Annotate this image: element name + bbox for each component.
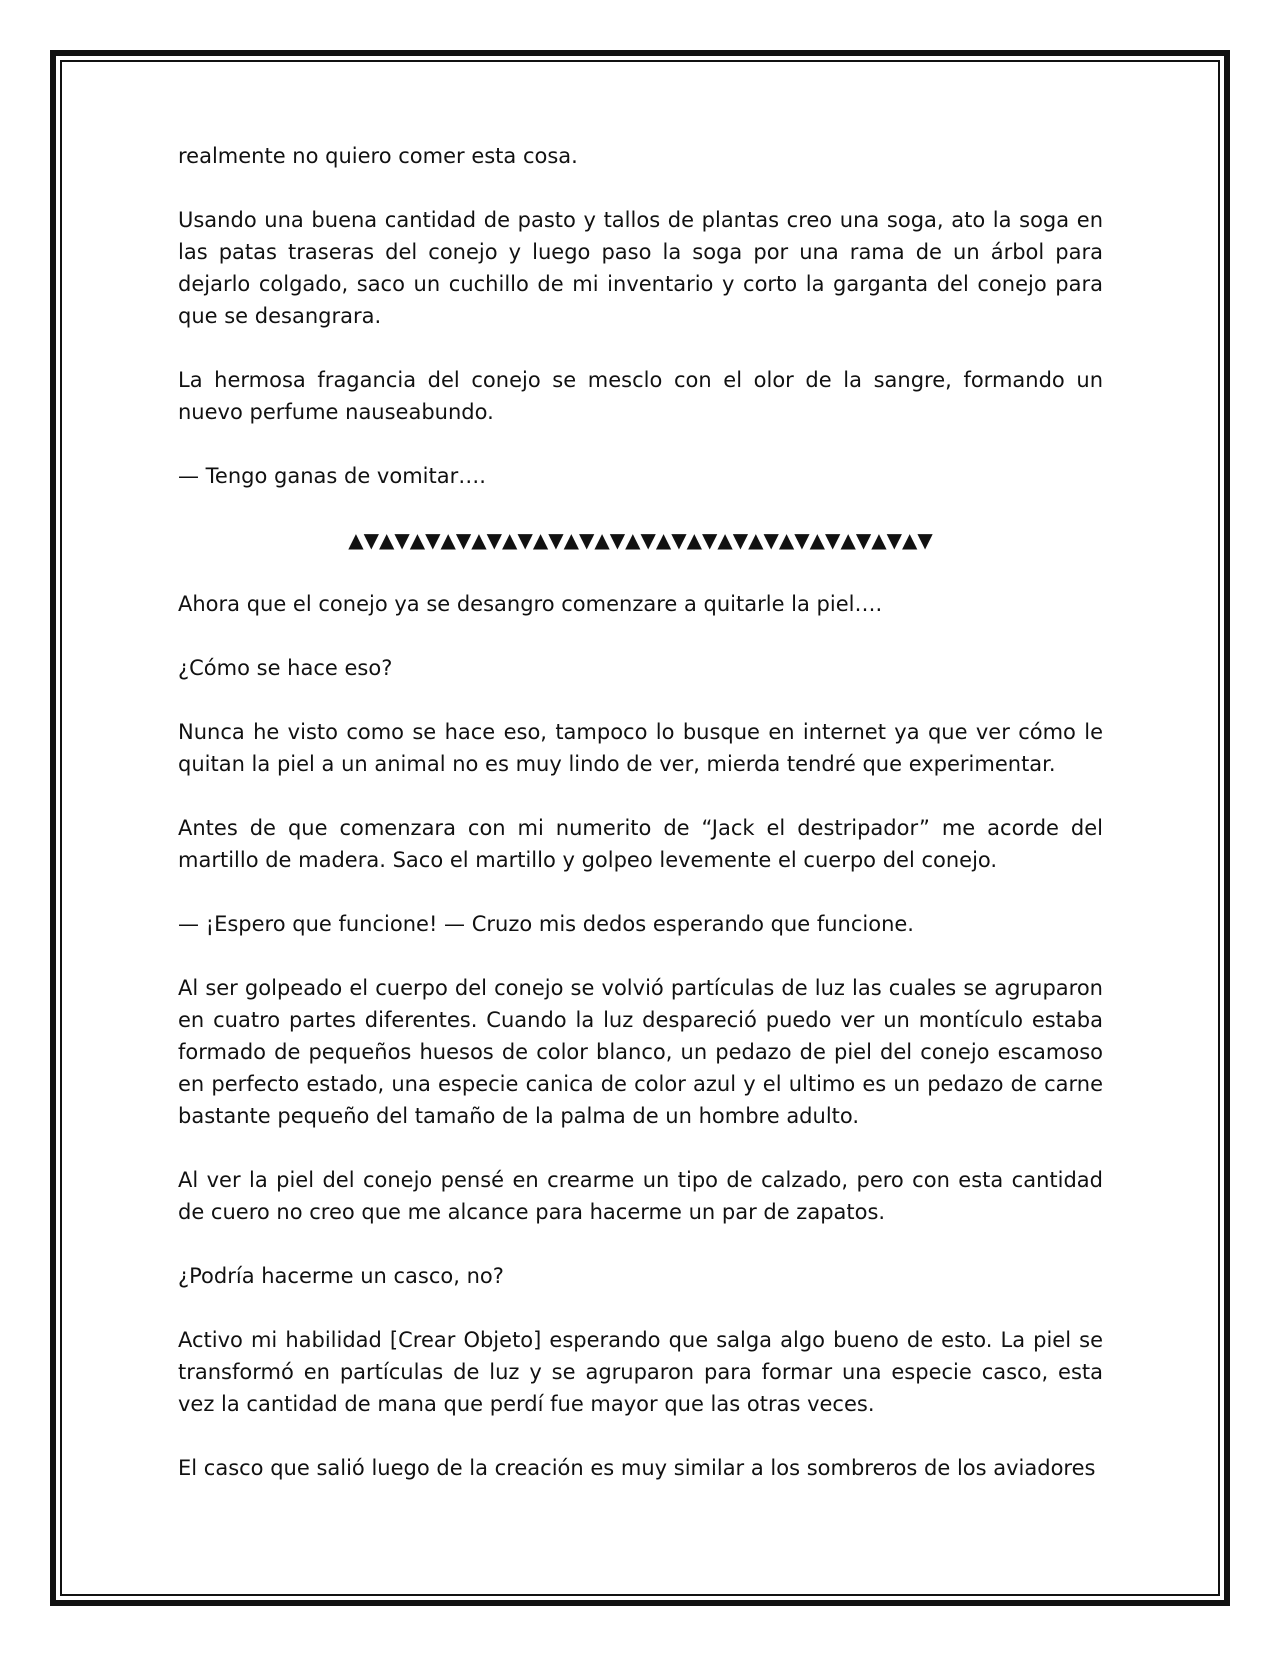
- paragraph: ¿Podría hacerme un casco, no?: [178, 1264, 504, 1288]
- paragraph: Al ver la piel del conejo pensé en crearme un tipo de calzado, pero con esta cantidad de cuero no creo que me alcance para hacerme un par de zapatos.: [178, 1168, 1103, 1224]
- dialogue-line: — ¡Espero que funcione! — Cruzo mis dedos esperando que funcione.: [178, 912, 914, 936]
- paragraph: Al ser golpeado el cuerpo del conejo se volvió partículas de luz las cuales se agruparon en cuatro partes diferentes. Cuando la luz despareció puedo ver un montículo estaba formado de pequeños huesos de color blanco, un pedazo de piel del conejo escamoso en perfecto estado, una especie canica de color azul y el ultimo es un pedazo de carne bastante pequeño del tamaño de la palma de un hombre adulto.: [178, 976, 1103, 1128]
- paragraph: El casco que salió luego de la creación es muy similar a los sombreros de los aviadores: [178, 1456, 1096, 1480]
- paragraph: Antes de que comenzara con mi numerito de “Jack el destripador” me acorde del martillo de madera. Saco el martillo y golpeo levemente el cuerpo del conejo.: [178, 816, 1103, 872]
- paragraph: Usando una buena cantidad de pasto y tallos de plantas creo una soga, ato la soga en las patas traseras del conejo y luego paso la soga por una rama de un árbol para dejarlo colgado, saco un cuchillo de mi inventario y corto la garganta del conejo para que se desangrara.: [178, 208, 1103, 328]
- paragraph: Ahora que el conejo ya se desangro comenzare a quitarle la piel….: [178, 592, 883, 616]
- section-separator: ▲▼▲▼▲▼▲▼▲▼▲▼▲▼▲▼▲▼▲▼▲▼▲▼▲▼▲▼▲▼▲▼▲▼▲▼▲▼: [348, 528, 933, 552]
- paragraph: Nunca he visto como se hace eso, tampoco lo busque en internet ya que ver cómo le quitan la piel a un animal no es muy lindo de ver, mierda tendré que experimentar.: [178, 720, 1103, 776]
- paragraph: La hermosa fragancia del conejo se mesclo con el olor de la sangre, formando un nuevo perfume nauseabundo.: [178, 368, 1103, 424]
- paragraph: ¿Cómo se hace eso?: [178, 656, 393, 680]
- dialogue-line: — Tengo ganas de vomitar….: [178, 464, 486, 488]
- paragraph: realmente no quiero comer esta cosa.: [178, 144, 578, 168]
- paragraph: Activo mi habilidad [Crear Objeto] esperando que salga algo bueno de esto. La piel se transformó en partículas de luz y se agruparon para formar una especie casco, esta vez la cantidad de mana que perdí fue mayor que las otras veces.: [178, 1328, 1103, 1416]
- document-body: [178, 140, 1103, 1516]
